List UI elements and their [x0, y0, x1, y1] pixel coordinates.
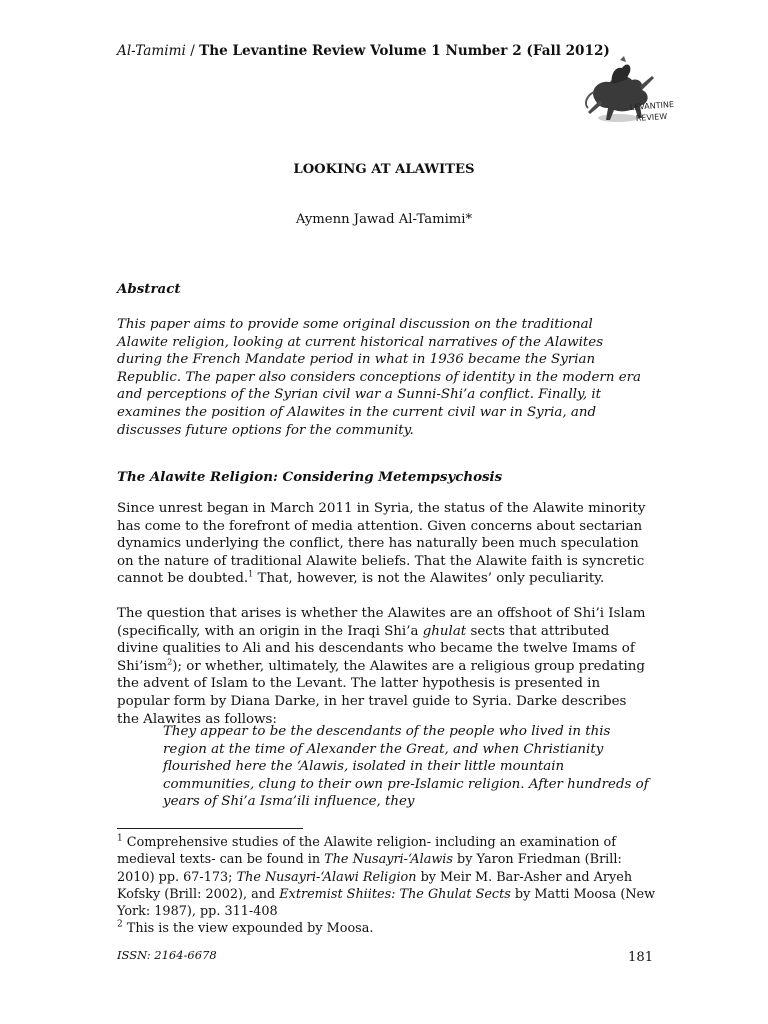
- abstract-heading: Abstract: [117, 281, 181, 297]
- footnote-1-title-1: The Nusayri-‘Alawis: [324, 852, 453, 868]
- footnote-1-number: 1: [117, 833, 123, 844]
- footnote-1-title-2: The Nusayri-‘Alawi Religion: [236, 869, 417, 885]
- footnotes: [117, 834, 657, 938]
- page-number: 181: [628, 950, 654, 965]
- running-head-separator: /: [185, 43, 200, 59]
- footnote-ref-1[interactable]: 1: [248, 569, 254, 579]
- footnote-2-number: 2: [117, 920, 123, 931]
- footnote-2: [117, 920, 657, 937]
- footnote-1-text-b: by Yaron Friedman (Brill: 2010) pp. 67-173;: [117, 852, 622, 885]
- footnote-1-title-3: Extremist Shiites: The Ghulat Sects: [279, 886, 511, 902]
- levantine-review-logo: [580, 52, 676, 132]
- issn: ISSN: 2164-6678: [117, 948, 217, 962]
- paragraph-2: [117, 605, 647, 728]
- footnote-1-text-a: Comprehensive studies of the Alawite religion- including an examination of medieval texts- can be found in: [117, 835, 616, 868]
- section-heading: The Alawite Religion: Considering Metempsychosis: [117, 469, 503, 485]
- article-author: Aymenn Jawad Al-Tamimi*: [295, 212, 473, 227]
- term-ghulat: ghulat: [422, 623, 467, 639]
- article-title: LOOKING AT ALAWITES: [293, 162, 475, 177]
- running-head-journal: The Levantine Review Volume 1 Number 2 (Fall 2012): [199, 43, 610, 59]
- footnote-ref-2[interactable]: 2: [167, 657, 173, 667]
- footnote-2-text: This is the view expounded by Moosa.: [122, 921, 374, 937]
- paragraph-1: [117, 500, 647, 588]
- paragraph-2-part-a: The question that arises is whether the Alawites are an offshoot of Shi’i Islam (specifically, with an origin in the Iraqi Shi’a: [117, 606, 646, 639]
- running-head-author: Al-Tamimi: [117, 43, 186, 59]
- paragraph-2-part-c: ); or whether, ultimately, the Alawites are a religious group predating the advent of Islam to the Levant. The latter hypothesis is presented in popular form by Diana Darke, in her travel guide to Syria. Darke describes the Alawites as follows:: [117, 658, 645, 727]
- logo-text-review: REVIEW: [635, 111, 668, 123]
- running-head: [117, 43, 610, 59]
- footnote-1: [117, 834, 657, 920]
- paragraph-1-end: That, however, is not the Alawites’ only peculiarity.: [253, 571, 605, 587]
- block-quote: They appear to be the descendants of the people who lived in this region at the time of Alexander the Great, and when Christianity flourished here the ‘Alawis, isolated in their little mountain communities, clung to their own pre-Islamic religion. After hundreds of years of Shi’a Isma’ili influence, they: [163, 724, 649, 810]
- abstract-text: This paper aims to provide some original discussion on the traditional Alawite religion, looking at current historical narratives of the Alawites during the French Mandate period in what in 1936 became the Syrian Republic. The paper also considers conceptions of identity in the modern era and perceptions of the Syrian civil war a Sunni-Shi’a conflict. Finally, it examines the position of Alawites in the current civil war in Syria, and discusses future options for the community.: [117, 317, 642, 438]
- footnote-divider: [117, 828, 303, 829]
- logo-text-levantine: LEVANTINE: [629, 99, 675, 112]
- footnote-1-text-d: by Matti Moosa (New York: 1987), pp. 311-408: [117, 886, 656, 920]
- paragraph-2-part-b: sects that attributed divine qualities to Ali and his descendants who became the twelve Imams of Shi’ism: [117, 623, 635, 674]
- paragraph-1-text: Since unrest began in March 2011 in Syria, the status of the Alawite minority has come to the forefront of media attention. Given concerns about sectarian dynamics underlying the conflict, there has naturally been much speculation on the nature of traditional Alawite beliefs. That the Alawite faith is syncretic cannot be doubted.: [117, 501, 646, 587]
- footnote-1-text-c: by Meir M. Bar-Asher and Aryeh Kofsky (Brill: 2002), and: [117, 869, 633, 902]
